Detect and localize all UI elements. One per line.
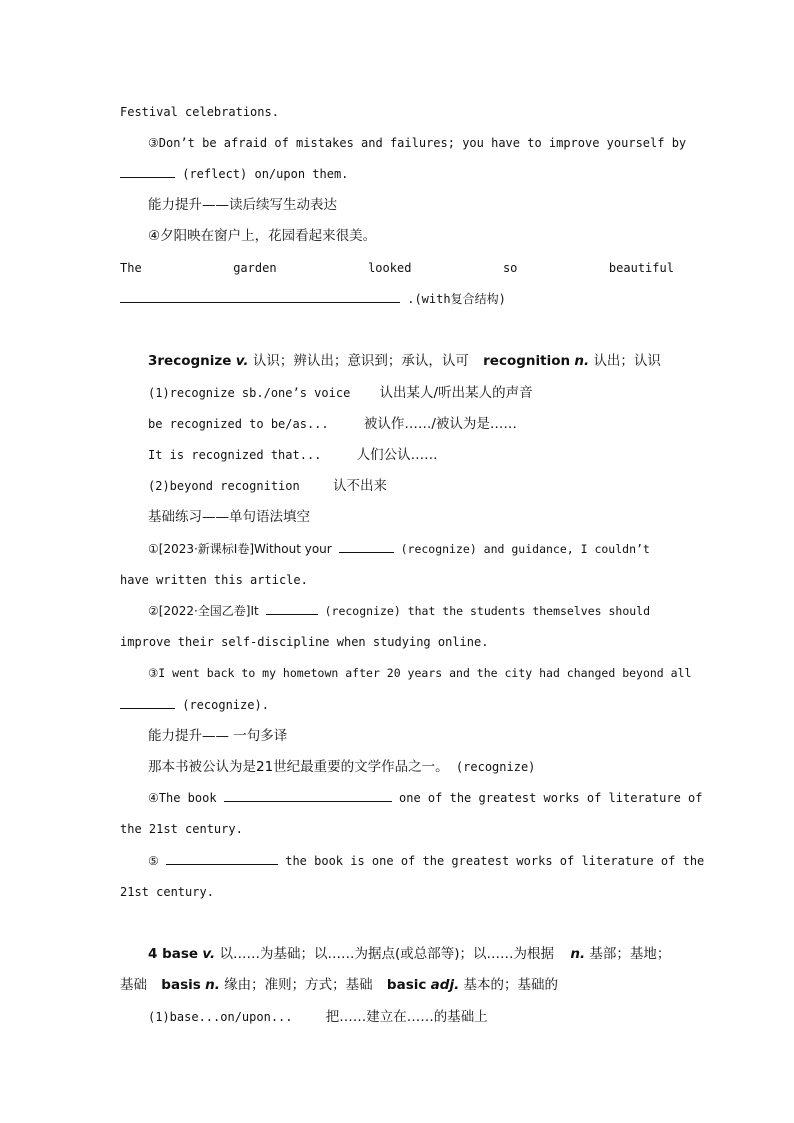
- answer-blank[interactable]: [266, 603, 318, 615]
- definition: 认识；辨认出；意识到；承认，认可: [252, 353, 469, 369]
- prompt-text: 那本书被公认为是21世纪最重要的文学作品之一。: [148, 759, 449, 775]
- answer-blank[interactable]: [120, 697, 175, 709]
- text-line: the 21st century.: [120, 822, 243, 836]
- derived-word: basic: [386, 977, 427, 993]
- part-of-speech: v.: [202, 946, 216, 962]
- definition: 基本的；基础的: [463, 977, 558, 993]
- word: garden: [233, 261, 277, 275]
- item-number: ⑤: [148, 854, 159, 868]
- word: so: [502, 261, 518, 275]
- vocab-entry-recognize: [148, 353, 661, 369]
- text-line: improve their self-discipline when studying online.: [120, 635, 489, 649]
- part-of-speech: n.: [574, 353, 590, 369]
- hint-text: (reflect) on/upon them.: [182, 167, 349, 181]
- exercise-item-4: [148, 790, 702, 806]
- exercise-item-2: [148, 603, 650, 619]
- phrase: be recognized to be/as...: [148, 417, 329, 431]
- exercise-item-5: [148, 853, 704, 869]
- phrase-meaning: 认不出来: [332, 478, 387, 494]
- phrase-line: [148, 385, 533, 401]
- hint-text: (recognize).: [182, 698, 269, 712]
- definition: 基部；基地；: [589, 946, 671, 962]
- derived-word: basis: [161, 977, 201, 993]
- word: beautiful: [608, 261, 674, 275]
- vocab-entry-basis: [120, 977, 558, 993]
- definition: 认出；认识: [593, 353, 661, 369]
- item-text: ④The book: [148, 791, 217, 805]
- item-text: the book is one of the greatest works of literature of the: [285, 854, 705, 868]
- text-line: 21st century.: [120, 885, 214, 899]
- section-heading: 基础练习——单句语法填空: [148, 509, 310, 525]
- answer-blank[interactable]: [224, 790, 392, 802]
- definition: 基础: [120, 977, 147, 993]
- definition: 缘由；准则；方式；基础: [224, 977, 373, 993]
- text-line: [120, 697, 269, 713]
- item-text: (recognize) that the students themselves should: [324, 604, 651, 618]
- phrase-meaning: 把……建立在……的基础上: [325, 1009, 488, 1025]
- derived-word: recognition: [483, 353, 571, 369]
- exercise-item-1: [148, 541, 650, 557]
- part-of-speech: n.: [205, 977, 220, 993]
- hint-text: .(with复合结构): [407, 292, 506, 306]
- exercise-item-3: ③I went back to my hometown after 20 years and the city had changed beyond all: [148, 666, 692, 680]
- word: The: [120, 261, 142, 275]
- part-of-speech: v.: [235, 353, 249, 369]
- word: looked: [368, 261, 412, 275]
- phrase: (1)recognize sb./one’s voice: [148, 386, 351, 400]
- phrase: (1)base...on/upon...: [148, 1010, 293, 1024]
- item-text: (recognize) and guidance, I couldn’t: [400, 542, 650, 556]
- definition: 以……为基础；以……为据点(或总部等)；以……为根据: [219, 946, 555, 962]
- headword: 4 base: [148, 946, 199, 962]
- answer-blank[interactable]: [166, 853, 278, 865]
- item-source: ①[2023·新课标Ⅰ卷]Without your: [148, 542, 332, 556]
- item-text: one of the greatest works of literature of: [399, 791, 703, 805]
- section-heading: 能力提升—— 一句多译: [148, 728, 288, 744]
- answer-blank[interactable]: [120, 166, 175, 178]
- text-line: [120, 291, 506, 307]
- answer-blank[interactable]: [120, 291, 400, 303]
- chinese-prompt: ④夕阳映在窗户上，花园看起来很美。: [148, 228, 377, 244]
- phrase: It is recognized that...: [148, 448, 322, 462]
- hint-text: (recognize): [455, 760, 536, 774]
- vocab-entry-base: [148, 946, 670, 962]
- phrase-line: [148, 1009, 488, 1025]
- item-source: ②[2022·全国乙卷]It: [148, 604, 259, 618]
- text-line: [120, 166, 348, 182]
- justified-line: [120, 260, 674, 276]
- phrase-line: [148, 478, 387, 494]
- phrase-meaning: 认出某人/听出某人的声音: [379, 385, 533, 401]
- part-of-speech: n.: [570, 946, 586, 962]
- part-of-speech: adj.: [430, 977, 460, 993]
- answer-blank[interactable]: [339, 541, 394, 553]
- phrase-line: [148, 447, 438, 463]
- text-line: have written this article.: [120, 573, 308, 587]
- headword: 3recognize: [148, 353, 232, 369]
- text-line: Festival celebrations.: [120, 105, 279, 119]
- phrase-line: [148, 416, 517, 432]
- phrase-meaning: 被认作……/被认为是……: [363, 416, 517, 432]
- phrase-meaning: 人们公认……: [356, 447, 438, 463]
- phrase: (2)beyond recognition: [148, 479, 300, 493]
- chinese-prompt: [148, 759, 535, 775]
- section-heading: 能力提升——读后续写生动表达: [148, 197, 337, 213]
- exercise-item-3: ③Don’t be afraid of mistakes and failures; you have to improve yourself by: [148, 136, 687, 150]
